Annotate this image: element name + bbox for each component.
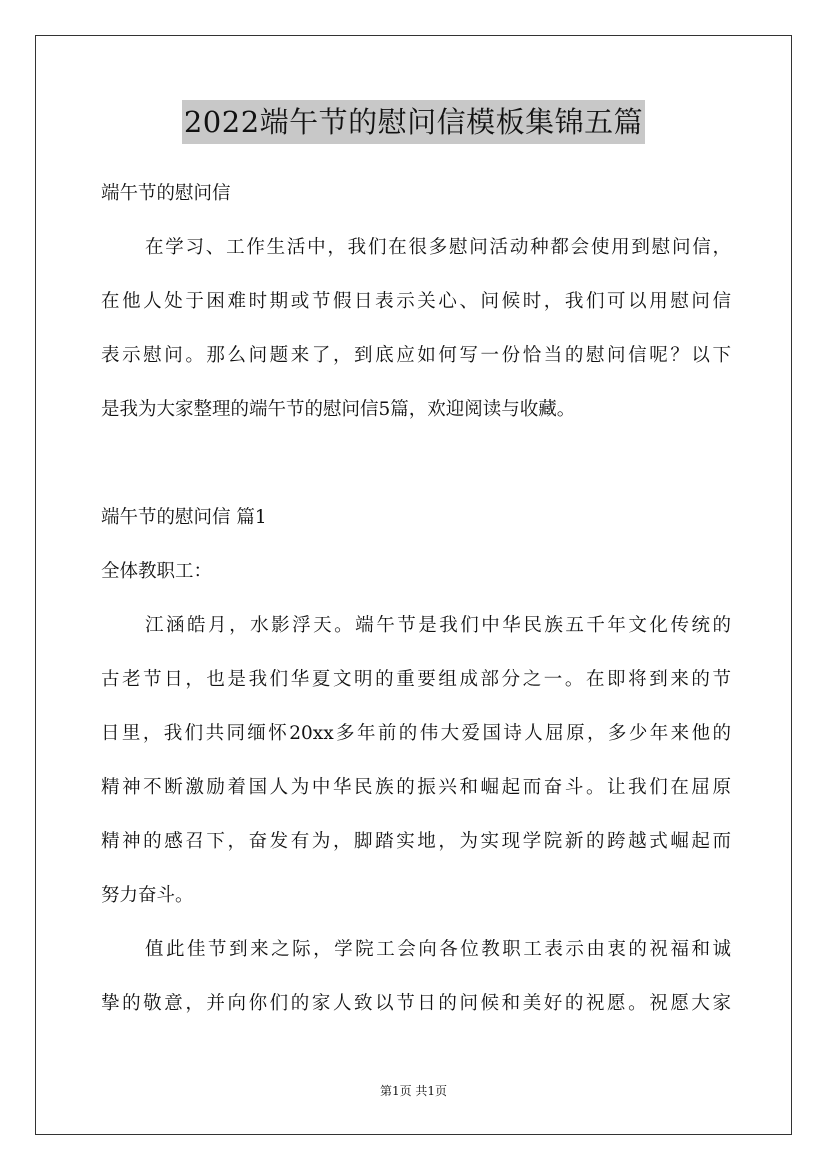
- paragraph1-line-3: 日里，我们共同缅怀20xx多年前的伟大爱国诗人屈原，多少年来他的: [101, 723, 731, 744]
- letter-heading: 端午节的慰问信 篇1: [101, 507, 267, 528]
- paragraph2-line-1: 值此佳节到来之际，学院工会向各位教职工表示由衷的祝福和诚: [145, 939, 731, 960]
- intro-line-1: 在学习、工作生活中，我们在很多慰问活动种都会使用到慰问信，: [145, 237, 731, 258]
- intro-line-2: 在他人处于困难时期或节假日表示关心、问候时，我们可以用慰问信: [101, 291, 731, 312]
- page-number-footer: 第1页 共1页: [379, 1084, 448, 1098]
- paragraph1-line-4: 精神不断激励着国人为中华民族的振兴和崛起而奋斗。让我们在屈原: [101, 777, 731, 798]
- intro-line-3: 表示慰问。那么问题来了，到底应如何写一份恰当的慰问信呢？以下: [101, 345, 731, 366]
- salutation: 全体教职工：: [101, 561, 213, 582]
- document-title-text: 2022端午节的慰问信模板集锦五篇: [182, 100, 645, 144]
- paragraph1-line-5: 精神的感召下，奋发有为，脚踏实地，为实现学院新的跨越式崛起而: [101, 831, 731, 852]
- paragraph2-line-2: 挚的敬意，并向你们的家人致以节日的问候和美好的祝愿。祝愿大家: [101, 993, 731, 1014]
- paragraph1-line-6: 努力奋斗。: [101, 885, 194, 906]
- intro-line-4: 是我为大家整理的端午节的慰问信5篇，欢迎阅读与收藏。: [101, 399, 576, 420]
- section-heading: 端午节的慰问信: [101, 183, 231, 204]
- document-title: [0, 100, 827, 144]
- paragraph1-line-2: 古老节日，也是我们华夏文明的重要组成部分之一。在即将到来的节: [101, 669, 731, 690]
- paragraph1-line-1: 江涵皓月，水影浮天。端午节是我们中华民族五千年文化传统的: [145, 615, 731, 636]
